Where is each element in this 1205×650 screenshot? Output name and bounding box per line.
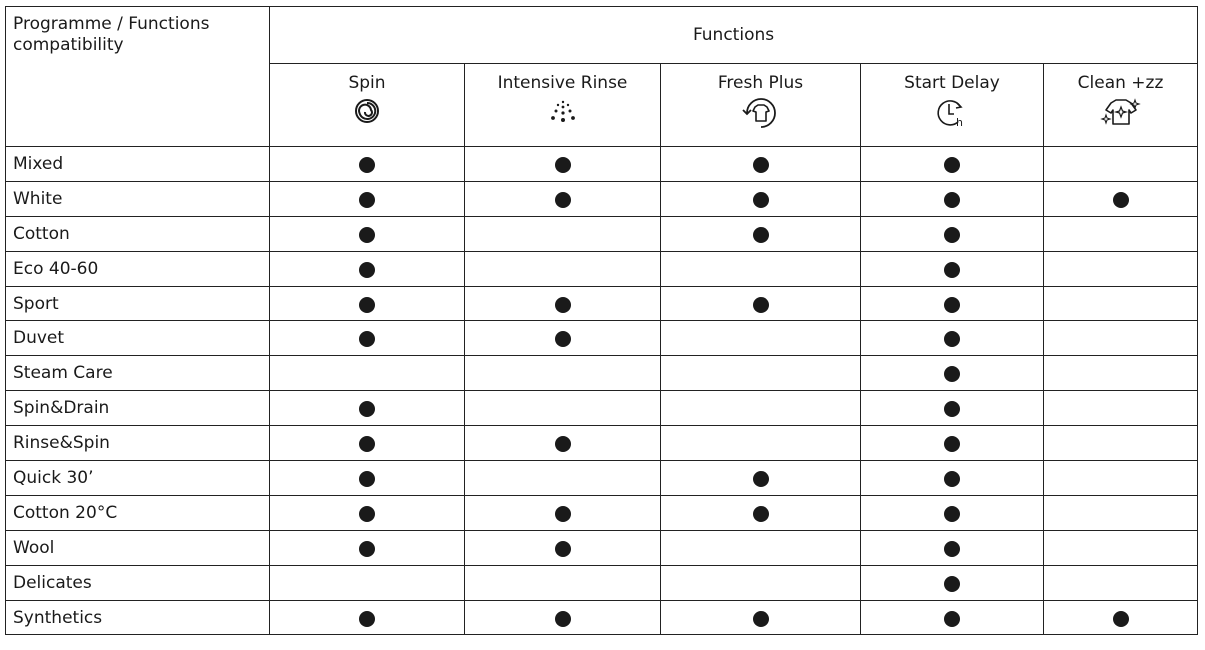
table-row bbox=[6, 461, 1198, 496]
compatible-dot-icon bbox=[944, 157, 960, 173]
programme-label: Synthetics bbox=[6, 600, 270, 635]
compat-cell bbox=[465, 565, 661, 600]
compat-cell bbox=[270, 600, 465, 635]
compatible-dot-icon bbox=[555, 436, 571, 452]
compatible-dot-icon bbox=[944, 436, 960, 452]
compat-cell bbox=[1044, 321, 1198, 356]
compat-cell bbox=[270, 426, 465, 461]
compat-cell bbox=[861, 391, 1044, 426]
function-header-intensive-rinse bbox=[465, 64, 661, 147]
compatible-dot-icon bbox=[359, 297, 375, 313]
compat-cell bbox=[661, 565, 861, 600]
compat-cell bbox=[861, 600, 1044, 635]
compat-cell bbox=[465, 181, 661, 216]
spin-spiral-icon bbox=[352, 97, 382, 125]
compatible-dot-icon bbox=[944, 227, 960, 243]
compatible-dot-icon bbox=[944, 471, 960, 487]
compat-cell bbox=[1044, 286, 1198, 321]
compat-cell bbox=[465, 286, 661, 321]
table-row bbox=[6, 251, 1198, 286]
compatible-dot-icon bbox=[753, 471, 769, 487]
function-header-start-delay bbox=[861, 64, 1044, 147]
compatible-dot-icon bbox=[555, 331, 571, 347]
programme-label: Mixed bbox=[6, 147, 270, 182]
compatible-dot-icon bbox=[944, 331, 960, 347]
compat-cell bbox=[270, 251, 465, 286]
compatible-dot-icon bbox=[359, 192, 375, 208]
compatible-dot-icon bbox=[753, 157, 769, 173]
programme-label: Rinse&Spin bbox=[6, 426, 270, 461]
compat-cell bbox=[1044, 495, 1198, 530]
compatible-dot-icon bbox=[555, 297, 571, 313]
function-label: Fresh Plus bbox=[717, 73, 804, 93]
table-row bbox=[6, 147, 1198, 182]
compatible-dot-icon bbox=[555, 541, 571, 557]
programme-label: Eco 40-60 bbox=[6, 251, 270, 286]
compatible-dot-icon bbox=[944, 576, 960, 592]
compatible-dot-icon bbox=[359, 436, 375, 452]
compatible-dot-icon bbox=[359, 331, 375, 347]
compat-cell bbox=[1044, 251, 1198, 286]
compat-cell bbox=[465, 600, 661, 635]
compat-cell bbox=[861, 321, 1044, 356]
compat-cell bbox=[861, 426, 1044, 461]
compat-cell bbox=[1044, 426, 1198, 461]
compat-cell bbox=[270, 147, 465, 182]
compat-cell bbox=[270, 321, 465, 356]
compat-cell bbox=[861, 461, 1044, 496]
table-row bbox=[6, 565, 1198, 600]
clock-h-icon bbox=[934, 97, 970, 129]
compatible-dot-icon bbox=[944, 401, 960, 417]
compat-cell bbox=[861, 181, 1044, 216]
functions-group-header: Functions bbox=[270, 7, 1198, 64]
compat-cell bbox=[661, 251, 861, 286]
compatible-dot-icon bbox=[555, 506, 571, 522]
compatible-dot-icon bbox=[359, 401, 375, 417]
compat-cell bbox=[465, 495, 661, 530]
programme-label: White bbox=[6, 181, 270, 216]
compat-cell bbox=[270, 216, 465, 251]
table-row bbox=[6, 495, 1198, 530]
function-header-clean-zz bbox=[1044, 64, 1198, 147]
compat-cell bbox=[661, 147, 861, 182]
compat-cell bbox=[270, 495, 465, 530]
compatible-dot-icon bbox=[753, 227, 769, 243]
compatible-dot-icon bbox=[359, 611, 375, 627]
compatible-dot-icon bbox=[944, 506, 960, 522]
function-label: Clean +zz bbox=[1077, 73, 1164, 93]
compat-cell bbox=[465, 216, 661, 251]
compat-cell bbox=[270, 461, 465, 496]
compatible-dot-icon bbox=[944, 297, 960, 313]
svg-text:h: h bbox=[956, 116, 963, 129]
compat-cell bbox=[661, 216, 861, 251]
compat-cell bbox=[465, 251, 661, 286]
compat-cell bbox=[270, 181, 465, 216]
compat-cell bbox=[1044, 530, 1198, 565]
compatible-dot-icon bbox=[359, 541, 375, 557]
compat-cell bbox=[1044, 461, 1198, 496]
compatible-dot-icon bbox=[359, 157, 375, 173]
compat-cell bbox=[1044, 181, 1198, 216]
compat-cell bbox=[465, 147, 661, 182]
programme-label: Quick 30’ bbox=[6, 461, 270, 496]
table-row bbox=[6, 530, 1198, 565]
table-row bbox=[6, 216, 1198, 251]
compatible-dot-icon bbox=[753, 297, 769, 313]
compat-cell bbox=[661, 181, 861, 216]
compat-cell bbox=[1044, 356, 1198, 391]
compat-cell bbox=[465, 321, 661, 356]
programme-label: Cotton bbox=[6, 216, 270, 251]
compatible-dot-icon bbox=[944, 366, 960, 382]
compat-cell bbox=[661, 495, 861, 530]
compat-cell bbox=[661, 356, 861, 391]
programme-label: Steam Care bbox=[6, 356, 270, 391]
table-row bbox=[6, 356, 1198, 391]
compat-cell bbox=[1044, 600, 1198, 635]
compat-cell bbox=[661, 391, 861, 426]
compat-cell bbox=[1044, 391, 1198, 426]
compatible-dot-icon bbox=[944, 262, 960, 278]
programme-label: Duvet bbox=[6, 321, 270, 356]
compatible-dot-icon bbox=[359, 227, 375, 243]
table-row bbox=[6, 181, 1198, 216]
compat-cell bbox=[270, 356, 465, 391]
rinse-drops-icon bbox=[546, 97, 580, 127]
compatible-dot-icon bbox=[359, 506, 375, 522]
compat-cell bbox=[661, 321, 861, 356]
function-header-spin bbox=[270, 64, 465, 147]
compat-cell bbox=[465, 530, 661, 565]
function-label: Start Delay bbox=[904, 73, 1000, 93]
function-header-fresh-plus bbox=[661, 64, 861, 147]
compat-cell bbox=[861, 530, 1044, 565]
programme-rows bbox=[6, 147, 1198, 635]
compat-cell bbox=[861, 495, 1044, 530]
compat-cell bbox=[465, 461, 661, 496]
table-row bbox=[6, 426, 1198, 461]
programme-label: Wool bbox=[6, 530, 270, 565]
shirt-sparkle-icon bbox=[1099, 97, 1143, 127]
compat-cell bbox=[861, 251, 1044, 286]
function-label: Intensive Rinse bbox=[497, 73, 628, 93]
table-row bbox=[6, 321, 1198, 356]
compatible-dot-icon bbox=[1113, 192, 1129, 208]
compatible-dot-icon bbox=[944, 192, 960, 208]
compat-cell bbox=[270, 530, 465, 565]
programme-label: Cotton 20°C bbox=[6, 495, 270, 530]
compat-cell bbox=[270, 565, 465, 600]
compat-cell bbox=[861, 565, 1044, 600]
compatible-dot-icon bbox=[1113, 611, 1129, 627]
compat-cell bbox=[465, 391, 661, 426]
compat-cell bbox=[1044, 565, 1198, 600]
compat-cell bbox=[465, 356, 661, 391]
compatible-dot-icon bbox=[359, 471, 375, 487]
compat-cell bbox=[661, 600, 861, 635]
table-row bbox=[6, 286, 1198, 321]
compatible-dot-icon bbox=[555, 611, 571, 627]
compat-cell bbox=[661, 530, 861, 565]
compat-cell bbox=[270, 286, 465, 321]
compat-cell bbox=[661, 286, 861, 321]
function-label: Spin bbox=[348, 73, 386, 93]
compatible-dot-icon bbox=[944, 541, 960, 557]
table-row bbox=[6, 600, 1198, 635]
compat-cell bbox=[270, 391, 465, 426]
compat-cell bbox=[661, 426, 861, 461]
compatible-dot-icon bbox=[753, 192, 769, 208]
programme-label: Spin&Drain bbox=[6, 391, 270, 426]
compat-cell bbox=[861, 356, 1044, 391]
compatible-dot-icon bbox=[359, 262, 375, 278]
compat-cell bbox=[861, 216, 1044, 251]
compat-cell bbox=[861, 286, 1044, 321]
corner-header: Programme / Functions compatibility bbox=[6, 7, 270, 147]
compatible-dot-icon bbox=[555, 192, 571, 208]
compatible-dot-icon bbox=[753, 506, 769, 522]
compat-cell bbox=[1044, 147, 1198, 182]
compat-cell bbox=[661, 461, 861, 496]
compatible-dot-icon bbox=[753, 611, 769, 627]
programme-label: Delicates bbox=[6, 565, 270, 600]
table-row bbox=[6, 391, 1198, 426]
programme-label: Sport bbox=[6, 286, 270, 321]
compat-cell bbox=[1044, 216, 1198, 251]
compatible-dot-icon bbox=[555, 157, 571, 173]
compat-cell bbox=[465, 426, 661, 461]
compatibility-table bbox=[5, 6, 1198, 635]
compatible-dot-icon bbox=[944, 611, 960, 627]
compat-cell bbox=[861, 147, 1044, 182]
shirt-refresh-icon bbox=[741, 97, 781, 131]
